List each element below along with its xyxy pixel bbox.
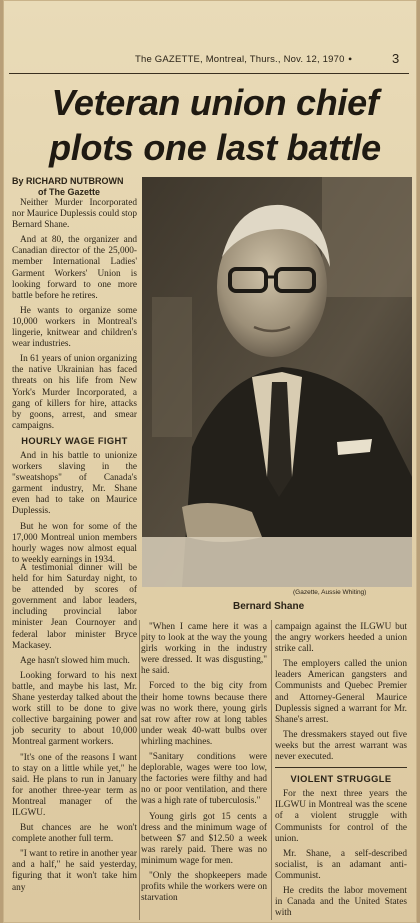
photo-caption: Bernard Shane [233, 601, 305, 612]
byline [12, 176, 137, 198]
paragraph: And in his battle to unionize workers slaving in the "sweatshops" of Canada's garment industry, Mr. Shane even had to take on Maurice Duplessis. [12, 450, 137, 517]
byline-org: of The Gazette [38, 187, 101, 197]
column-divider [271, 620, 272, 920]
headline [19, 80, 411, 170]
newspaper-clipping [3, 0, 417, 923]
paragraph: And at 80, the organizer and Canadian director of the 25,000-member International Ladies' Garment Workers' Union is looking forward to one more battle before he retires. [12, 235, 137, 301]
paragraph: campaign against the ILGWU but the angry workers heeded a union strike call. [275, 622, 407, 655]
paragraph: "It's one of the reasons I want to stay on a little while yet," he said. He plans to run in January for another three-year term as Montreal manager of the ILGWU. [12, 752, 137, 818]
paragraph: But he won for some of the 17,000 Montreal union members hourly wages now almost equal to weekly earnings in 1934. [12, 521, 137, 565]
byline-author: By RICHARD NUTBROWN [12, 176, 124, 186]
article-column-2 [141, 622, 267, 908]
paragraph: "When I came here it was a pity to look at the way the young girls working in the industry were dressed. It was disgusting," he said. [141, 622, 267, 677]
paragraph: Young girls got 15 cents a dress and the minimum wage of between $7 and $12.50 a week was rarely paid. There was no minimum wage for men. [141, 811, 267, 866]
masthead-dot: • [348, 52, 353, 66]
headline-line-1: Veteran union chief [51, 82, 379, 123]
photo-credit: (Gazette, Aussie Whiting) [293, 589, 367, 596]
paragraph: But chances are he won't complete another full term. [12, 823, 137, 845]
paragraph: Age hasn't slowed him much. [20, 655, 130, 666]
paragraph: The dressmakers stayed out five weeks but the arrest warrant was never executed. [275, 729, 407, 763]
paragraph: The employers called the union leaders American gangsters and Communists and Quebec Premier and Attorney-General Maurice Duplessis signed a warrant for Mr. Shane's arrest. [275, 659, 407, 725]
article-column-1-lower [12, 563, 137, 898]
headline-line-2: plots one last battle [49, 127, 381, 168]
paragraph: In 61 years of union organizing the native Ukrainian has faced threats on his life from New York's Murder Incorporated, a gang of killers for hire, attacks by goons, arrest, and smear campaigns. [12, 354, 137, 431]
paragraph: Neither Murder Incorporated nor Maurice Duplessis could stop Bernard Shane. [12, 198, 137, 231]
photo-image [142, 177, 412, 587]
paragraph: A testimonial dinner will be held for him Saturday night, to be attended by scores of government and labor leaders, including provincial labor minister Jean Cournoyer and federal labor minister Bryce Mackasey. [12, 563, 137, 651]
paragraph: "Sanitary conditions were deplorable, wages were too low, the factories were filthy and had no or poor ventilation, and there was a high rate of tuberculosis." [141, 752, 267, 807]
page-number: 3 [392, 51, 400, 66]
article-column-1 [12, 198, 137, 570]
column-divider [139, 620, 140, 920]
paragraph: Looking forward to his next battle, and maybe his last, Mr. Shane yesterday talked about the work still to be done to give collective bargaining power and job security to about 10,000 Montreal garment workers. [12, 670, 137, 748]
paragraph: For the next three years the ILGWU in Montreal was the scene of a violent struggle with Communists for control of the union. [275, 789, 407, 844]
subhead-hourly-wage-fight: HOURLY WAGE FIGHT [21, 435, 128, 446]
portrait-photo [142, 177, 412, 587]
paragraph: He credits the labor movement in Canada and the United States with [275, 885, 407, 919]
masthead-rule [9, 73, 409, 74]
subhead-rule [275, 767, 407, 768]
article-column-3 [275, 622, 407, 923]
paragraph: "I want to retire in another year and a half," he said yesterday, figuring that it won't take him any [12, 849, 137, 893]
masthead: The GAZETTE, Montreal, Thurs., Nov. 12, 1970 [135, 54, 345, 65]
paragraph: "Only the shopkeepers made profits while the workers were on starvation [141, 870, 267, 904]
paragraph: Mr. Shane, a self-described socialist, is an adamant anti-Communist. [275, 848, 407, 881]
paragraph: He wants to organize some 10,000 workers in Montreal's lingerie, knitwear and children's wear industries. [12, 305, 137, 350]
paragraph: Forced to the big city from their home towns because there was no work there, young girls sat row after row at long tables under weak 40-watt bulbs over whirling machines. [141, 681, 267, 747]
subhead-violent-struggle: VIOLENT STRUGGLE [290, 774, 392, 785]
